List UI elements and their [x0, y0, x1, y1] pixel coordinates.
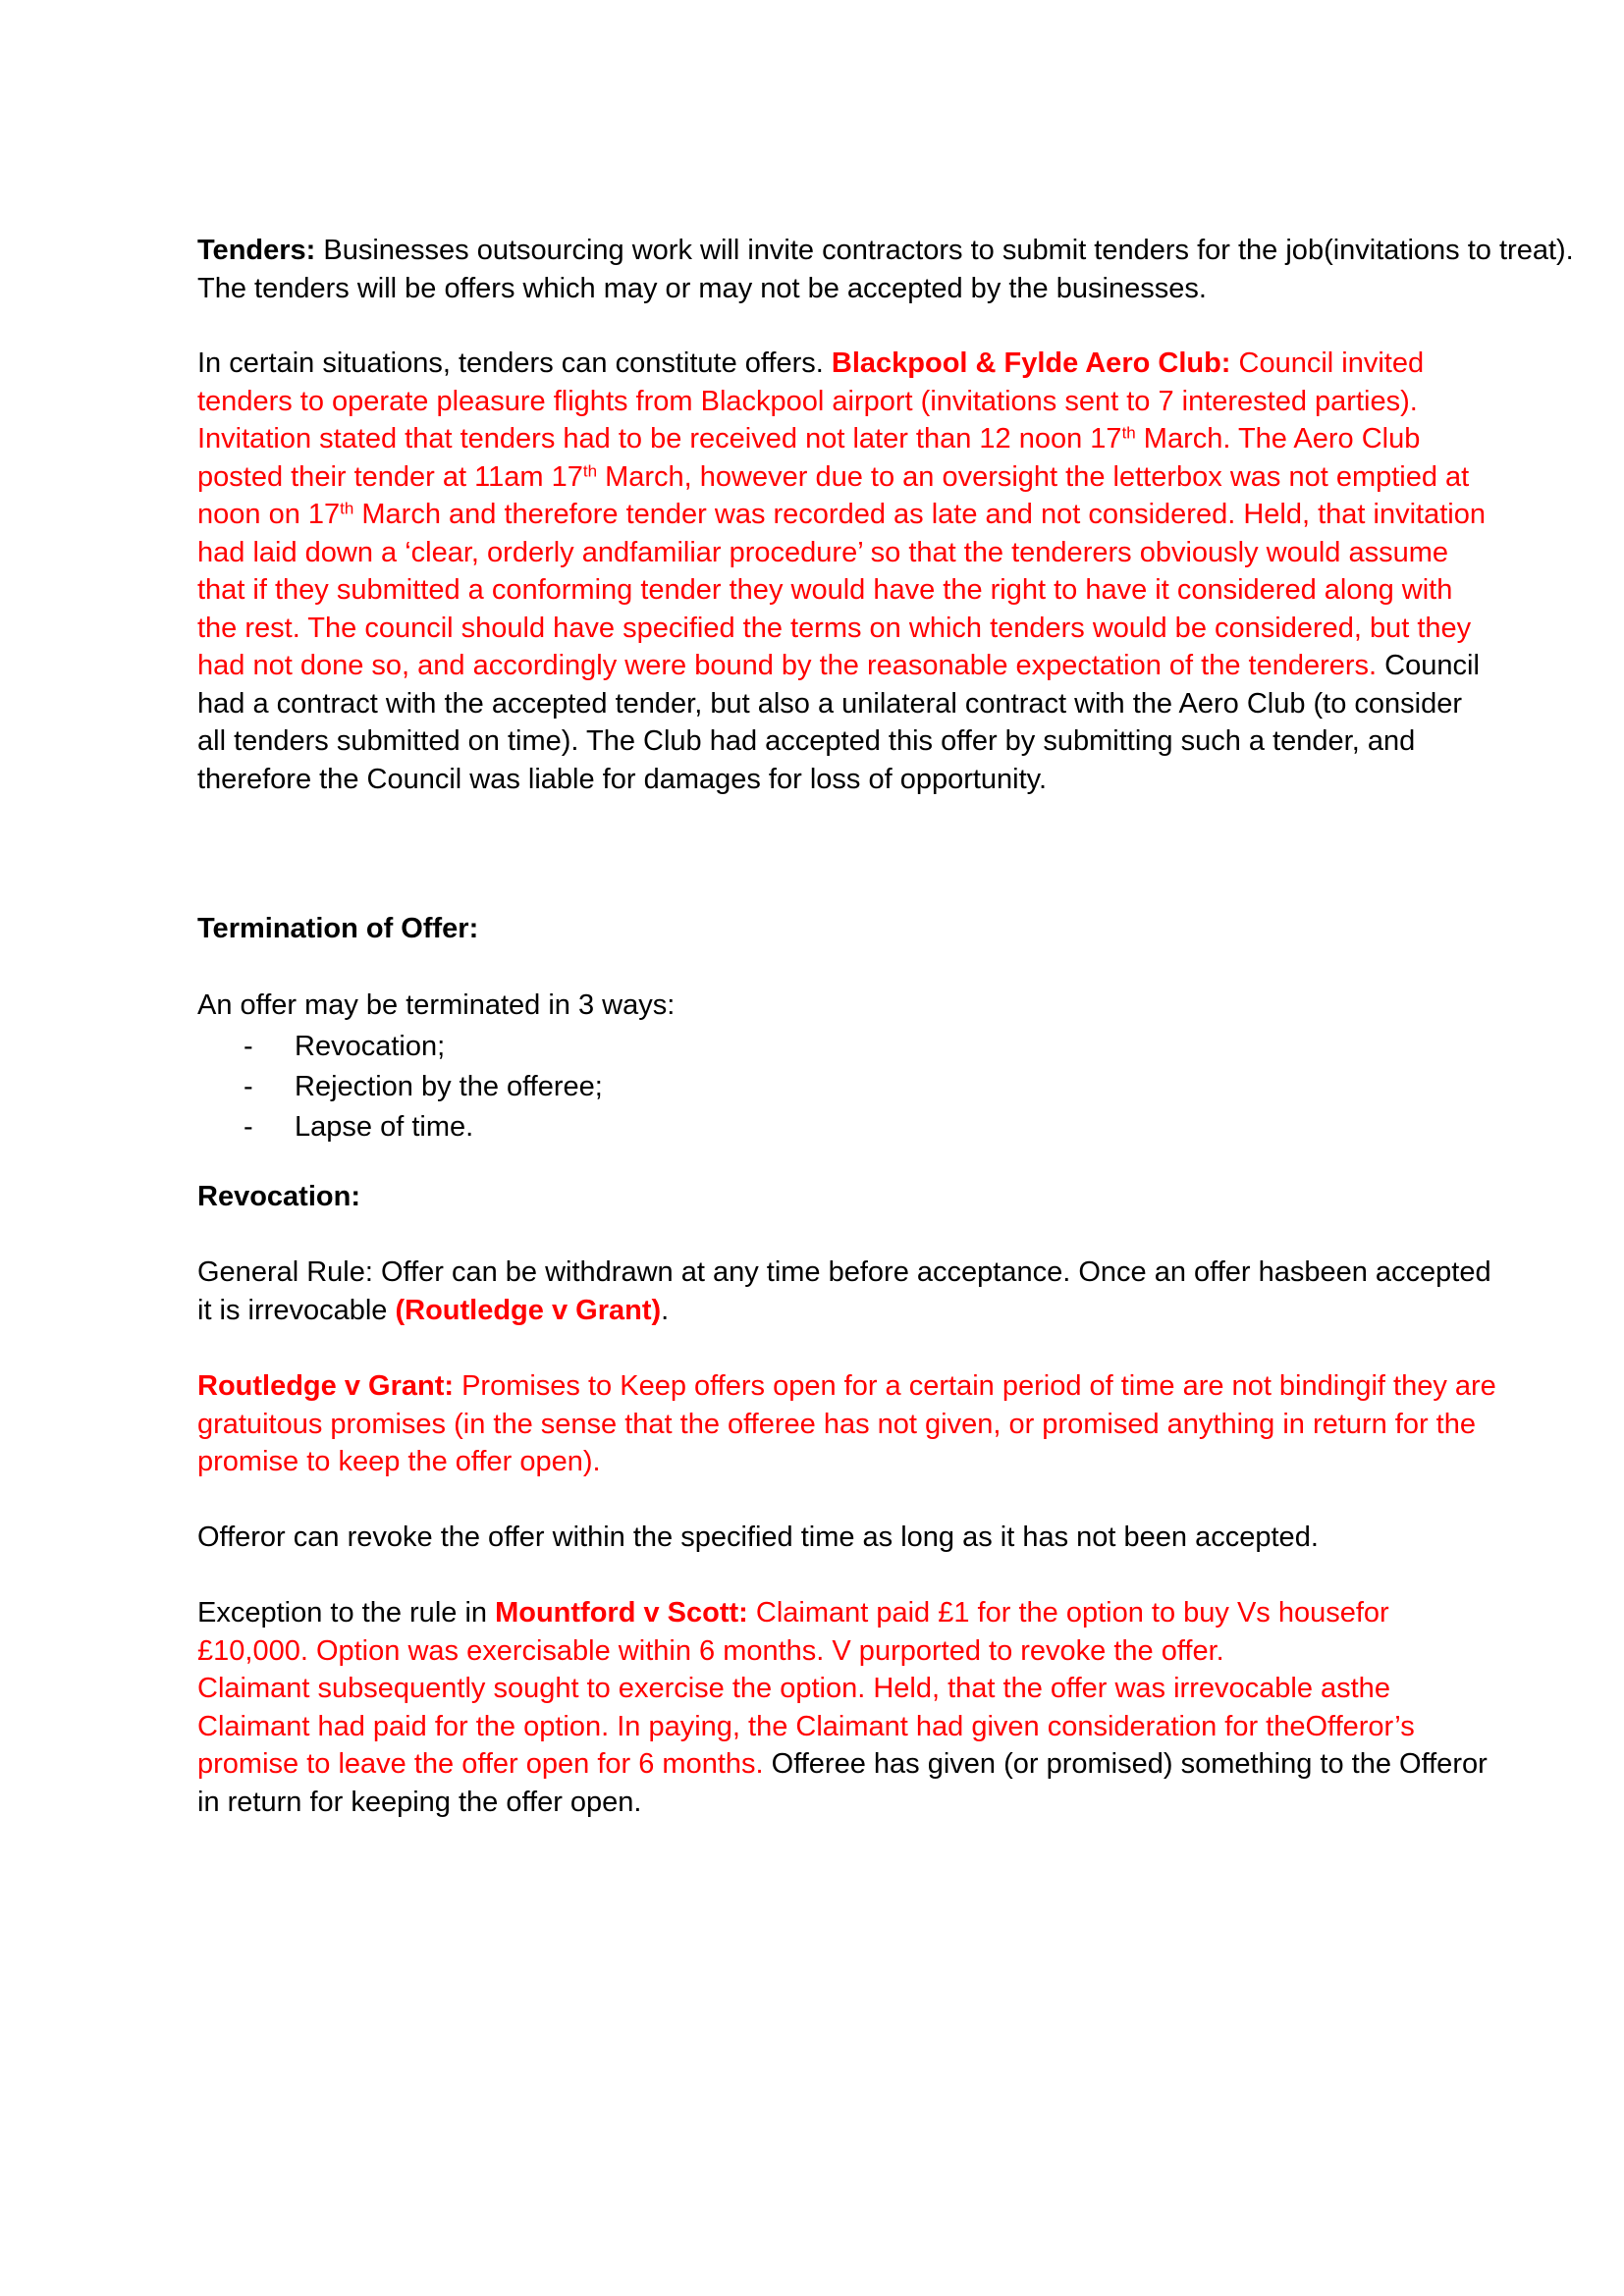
mountford-line3: Claimant subsequently sought to exercise the option. Held, that the offer was irrevocable asthe — [197, 1673, 1390, 1704]
blackpool-line5b: March and therefore tender was recorded as late and not considered. Held, that invitation — [353, 499, 1486, 530]
mountford-line6: in return for keeping the offer open. — [197, 1786, 642, 1818]
superscript-th: th — [1121, 423, 1136, 443]
mountford-paragraph — [197, 1594, 1488, 1821]
routledge-paragraph — [197, 1367, 1496, 1481]
case-name-mountford: Mountford v Scott: — [495, 1597, 748, 1629]
case-name-routledge: Routledge v Grant: — [197, 1370, 455, 1402]
blackpool-line8: the rest. The council should have specified the terms on which tenders would be considered, but they — [197, 612, 1472, 644]
blackpool-line4a: posted their tender at 11am 17 — [197, 460, 583, 493]
list-item-text: Lapse of time. — [295, 1111, 474, 1143]
revocation-heading: Revocation: — [197, 1181, 360, 1212]
list-item — [244, 1067, 603, 1107]
case-name-blackpool: Blackpool & Fylde Aero Club: — [831, 347, 1231, 379]
tenders-paragraph — [197, 232, 1574, 307]
superscript-th: th — [582, 461, 598, 481]
blackpool-line9-black: Council — [1377, 650, 1480, 681]
blackpool-line2: tenders to operate pleasure flights from Blackpool airport (invitations sent to 7 interested parties). — [197, 385, 1418, 417]
mountford-line1: Claimant paid £1 for the option to buy Vs housefor — [747, 1597, 1389, 1629]
mountford-line2: £10,000. Option was exercisable within 6 months. V purported to revoke the offer. — [197, 1634, 1224, 1667]
list-item-text: Revocation; — [295, 1031, 446, 1062]
tenders-text-line2: The tenders will be offers which may or may not be accepted by the businesses. — [197, 272, 1207, 304]
blackpool-line3b: March. The Aero Club — [1135, 423, 1421, 454]
routledge-line3: promise to keep the offer open). — [197, 1446, 601, 1477]
termination-heading: Termination of Offer: — [197, 913, 479, 944]
routledge-line2: gratuitous promises (in the sense that the offeree has not given, or promised anything in return for the — [197, 1408, 1476, 1440]
blackpool-line11: all tenders submitted on time). The Club had accepted this offer by submitting such a tender, and — [197, 725, 1416, 757]
general-rule-line1: General Rule: Offer can be withdrawn at any time before acceptance. Once an offer hasbeen accepted — [197, 1256, 1491, 1288]
offeror-paragraph: Offeror can revoke the offer within the specified time as long as it has not been accepted. — [197, 1522, 1319, 1553]
mountford-line4: Claimant had paid for the option. In paying, the Claimant had given consideration for theOfferor’s — [197, 1710, 1415, 1742]
mountford-line5-red: promise to leave the offer open for 6 months. — [197, 1748, 764, 1780]
routledge-line1: Promises to Keep offers open for a certain period of time are not bindingif they are — [454, 1370, 1496, 1402]
list-item — [244, 1027, 603, 1067]
termination-list — [244, 1027, 603, 1148]
tenders-text-line1: Businesses outsourcing work will invite contractors to submit tenders for the job(invitations to treat). — [315, 235, 1574, 266]
list-bullet: - — [244, 1071, 253, 1102]
mountford-line5-black: Offeree has given (or promised) something to the Offeror — [763, 1748, 1488, 1780]
general-rule-end: . — [661, 1294, 670, 1326]
list-bullet: - — [244, 1111, 253, 1143]
blackpool-line5a: noon on 17 — [197, 499, 341, 530]
tenders-heading: Tenders: — [197, 235, 316, 266]
case-ref-routledge: (Routledge v Grant) — [395, 1294, 662, 1326]
blackpool-line12: therefore the Council was liable for damages for loss of opportunity. — [197, 763, 1048, 795]
general-rule-paragraph — [197, 1254, 1491, 1329]
list-item — [244, 1107, 603, 1148]
blackpool-line6: had laid down a ‘clear, orderly andfamiliar procedure’ so that the tenderers obviously would assume — [197, 536, 1449, 568]
blackpool-line7: that if they submitted a conforming tender they would have the right to have it considered along with — [197, 574, 1453, 606]
termination-intro: An offer may be terminated in 3 ways: — [197, 989, 676, 1021]
list-item-text: Rejection by the offeree; — [295, 1071, 603, 1102]
blackpool-line10: had a contract with the accepted tender, but also a unilateral contract with the Aero Club (to consider — [197, 687, 1463, 720]
blackpool-paragraph — [197, 345, 1486, 798]
blackpool-line3a: Invitation stated that tenders had to be received not later than 12 noon 17 — [197, 423, 1122, 454]
superscript-th: th — [340, 499, 354, 518]
blackpool-line4b: March, however due to an oversight the letterbox was not emptied at — [597, 460, 1470, 493]
blackpool-line9-red: had not done so, and accordingly were bound by the reasonable expectation of the tenderers. — [197, 650, 1378, 681]
general-rule-line2: it is irrevocable — [197, 1294, 396, 1326]
blackpool-intro: In certain situations, tenders can constitute offers. — [197, 347, 832, 379]
mountford-intro: Exception to the rule in — [197, 1597, 496, 1629]
list-bullet: - — [244, 1031, 253, 1062]
blackpool-line1: Council invited — [1230, 347, 1425, 379]
